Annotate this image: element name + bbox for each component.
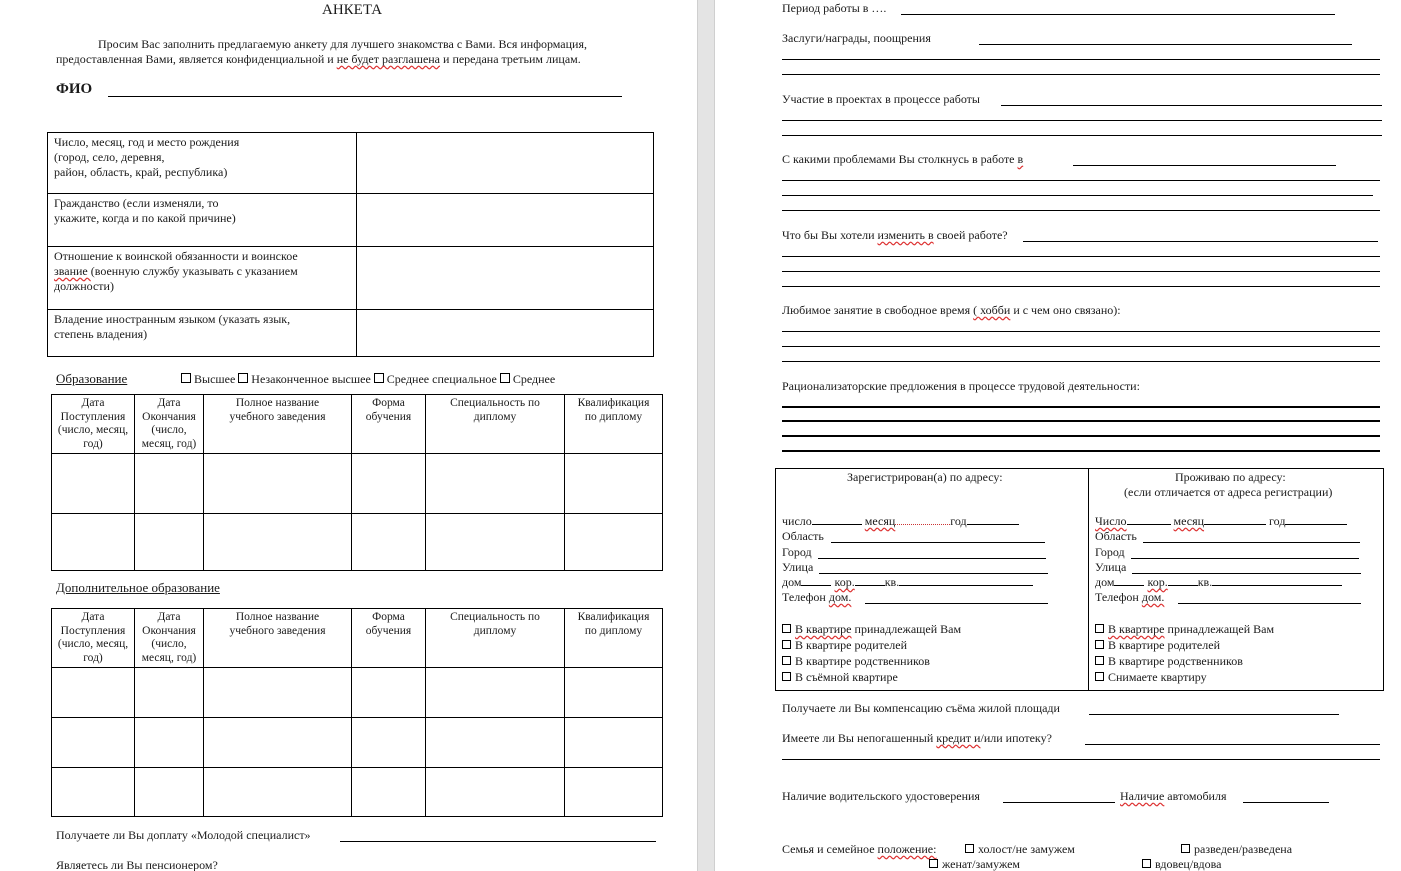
reg-street-input[interactable] xyxy=(819,573,1048,574)
option-incomplete-higher[interactable]: Незаконченное высшее xyxy=(238,372,370,386)
family-divorced[interactable]: разведен/разведена xyxy=(1181,842,1292,857)
table-row xyxy=(52,668,663,718)
checkbox-icon[interactable] xyxy=(782,624,791,633)
live-city-row: Город xyxy=(1095,545,1125,559)
pensioner-question: Являетесь ли Вы пенсионером? xyxy=(56,858,218,871)
col-end-date: Дата Окончания (число, месяц, год) xyxy=(135,609,204,668)
housing-options-right xyxy=(1095,621,1274,685)
checkbox-icon[interactable] xyxy=(181,373,191,383)
change-label: Что бы Вы хотели изменить в своей работе? xyxy=(782,228,1008,242)
problems-input[interactable] xyxy=(1073,165,1336,166)
family-widowed[interactable]: вдовец/вдова xyxy=(1142,857,1221,871)
education-label: Образование xyxy=(56,371,128,386)
fio-label: ФИО xyxy=(56,81,93,97)
awards-input[interactable] xyxy=(979,44,1352,45)
checkbox-icon[interactable] xyxy=(965,844,974,853)
form-title: АНКЕТА xyxy=(322,2,383,18)
col-end-date: Дата Окончания (число, месяц, год) xyxy=(135,395,204,454)
reg-city-input[interactable] xyxy=(818,558,1046,559)
credit-input[interactable] xyxy=(1085,744,1380,745)
table-row xyxy=(52,768,663,817)
housing-relatives[interactable]: В квартире родственников xyxy=(1095,653,1274,669)
citizenship-input[interactable] xyxy=(357,194,654,247)
language-label: Владение иностранным языком (указать язык, степень владения) xyxy=(48,310,357,357)
checkbox-icon[interactable] xyxy=(1095,656,1104,665)
col-start-date: Дата Поступления (число, месяц, год) xyxy=(52,395,135,454)
intro-text-line1: Просим Вас заполнить предлагаемую анкету для лучшего знакомства с Вами. Вся информация, xyxy=(98,37,587,51)
birth-input[interactable] xyxy=(357,133,654,194)
license-question: Наличие водительского удостоверения xyxy=(782,789,980,803)
projects-line-3[interactable] xyxy=(782,135,1382,136)
live-street-input[interactable] xyxy=(1132,573,1361,574)
fio-input-line[interactable] xyxy=(108,96,622,97)
awards-line-3[interactable] xyxy=(782,74,1380,75)
family-married[interactable]: женат/замужем xyxy=(929,857,1020,871)
awards-label: Заслуги/награды, поощрения xyxy=(782,31,931,45)
checkbox-icon[interactable] xyxy=(782,640,791,649)
housing-own[interactable]: В квартире принадлежащей Вам xyxy=(1095,621,1274,637)
live-phone-row: Телефон дом. xyxy=(1095,590,1165,604)
checkbox-icon[interactable] xyxy=(782,656,791,665)
birth-label: Число, месяц, год и место рождения (город, село, деревня, район, область, край, республика) xyxy=(48,133,357,194)
projects-line-2[interactable] xyxy=(782,120,1382,121)
reg-phone-input[interactable] xyxy=(865,603,1048,604)
live-street-row: Улица xyxy=(1095,560,1127,574)
reg-phone-row: Телефон дом. xyxy=(782,590,852,604)
military-input[interactable] xyxy=(357,247,654,310)
checkbox-icon[interactable] xyxy=(1142,859,1151,868)
problems-line-3[interactable] xyxy=(782,195,1373,196)
language-input[interactable] xyxy=(357,310,654,357)
credit-line-2[interactable] xyxy=(782,759,1380,760)
license-input[interactable] xyxy=(1003,802,1115,803)
housing-parents[interactable]: В квартире родителей xyxy=(782,637,961,653)
live-region-input[interactable] xyxy=(1143,542,1360,543)
option-higher[interactable]: Высшее xyxy=(181,372,235,386)
housing-options-left xyxy=(782,621,961,685)
intro-text-line2: предоставленная Вами, является конфиденциальной и не будет разглашена и передана третьим лицам. xyxy=(56,52,581,66)
problems-line-4[interactable] xyxy=(782,210,1380,211)
reg-date-row: число месяц год xyxy=(782,514,1019,529)
checkbox-icon[interactable] xyxy=(1181,844,1190,853)
young-specialist-input-line[interactable] xyxy=(340,841,656,842)
live-house-row: дом кор. кв. xyxy=(1095,575,1342,590)
table-row xyxy=(52,718,663,768)
col-qualification: Квалификация по диплому xyxy=(565,395,663,454)
checkbox-icon[interactable] xyxy=(374,373,384,383)
education-table xyxy=(51,394,663,571)
col-study-form: Форма обучения xyxy=(352,395,426,454)
checkbox-icon[interactable] xyxy=(1095,672,1104,681)
additional-education-label: Дополнительное образование xyxy=(56,580,220,595)
col-specialty: Специальность по диплому xyxy=(426,395,565,454)
additional-education-table xyxy=(51,608,663,817)
housing-own[interactable]: В квартире принадлежащей Вам xyxy=(782,621,961,637)
work-period-input[interactable] xyxy=(901,14,1335,15)
car-question: Наличие автомобиля xyxy=(1120,789,1227,803)
housing-parents[interactable]: В квартире родителей xyxy=(1095,637,1274,653)
rationalization-line-2[interactable] xyxy=(782,420,1380,422)
live-phone-input[interactable] xyxy=(1178,603,1361,604)
rationalization-line-4[interactable] xyxy=(782,450,1380,452)
checkbox-icon[interactable] xyxy=(1095,640,1104,649)
checkbox-icon[interactable] xyxy=(929,859,938,868)
personal-info-table xyxy=(47,132,654,357)
housing-rent[interactable]: Снимаете квартиру xyxy=(1095,669,1274,685)
housing-relatives[interactable]: В квартире родственников xyxy=(782,653,961,669)
page-right xyxy=(715,0,1401,871)
live-date-row: Число месяц год xyxy=(1095,514,1347,529)
hobby-line-3[interactable] xyxy=(782,361,1380,362)
problems-line-2[interactable] xyxy=(782,180,1380,181)
col-institution: Полное название учебного заведения xyxy=(204,395,352,454)
checkbox-icon[interactable] xyxy=(782,672,791,681)
table-row xyxy=(52,514,663,571)
live-region-row: Область xyxy=(1095,529,1137,543)
family-label: Семья и семейное положение: xyxy=(782,842,937,856)
living-address-title: Проживаю по адресу: xyxy=(1175,470,1286,484)
hobby-label: Любимое занятие в свободное время ( хобби и с чем оно связано): xyxy=(782,303,1121,317)
col-specialty: Специальность по диплому xyxy=(426,609,565,668)
table-row xyxy=(52,454,663,514)
col-study-form: Форма обучения xyxy=(352,609,426,668)
change-input[interactable] xyxy=(1023,241,1378,242)
compensation-input[interactable] xyxy=(1089,714,1339,715)
registered-address-title: Зарегистрирован(а) по адресу: xyxy=(847,470,1003,484)
col-institution: Полное название учебного заведения xyxy=(204,609,352,668)
checkbox-icon[interactable] xyxy=(238,373,248,383)
change-line-4[interactable] xyxy=(782,286,1380,287)
change-line-2[interactable] xyxy=(782,256,1380,257)
citizenship-label: Гражданство (если изменяли, то укажите, когда и по какой причине) xyxy=(48,194,357,247)
projects-label: Участие в проектах в процессе работы xyxy=(782,92,980,106)
car-input[interactable] xyxy=(1243,802,1329,803)
reg-city-row: Город xyxy=(782,545,812,559)
reg-region-input[interactable] xyxy=(831,542,1045,543)
projects-input[interactable] xyxy=(1001,105,1382,106)
problems-label: С какими проблемами Вы столкнусь в работе в xyxy=(782,152,1024,166)
rationalization-label: Рационализаторские предложения в процессе трудовой деятельности: xyxy=(782,379,1140,393)
live-city-input[interactable] xyxy=(1131,558,1359,559)
education-options xyxy=(181,372,555,387)
checkbox-icon[interactable] xyxy=(500,373,510,383)
col-qualification: Квалификация по диплому xyxy=(565,609,663,668)
living-address-subtitle: (если отличается от адреса регистрации) xyxy=(1124,485,1333,499)
awards-line-2[interactable] xyxy=(782,59,1380,60)
rationalization-line-1[interactable] xyxy=(782,406,1380,408)
reg-house-row: дом кор. кв. xyxy=(782,575,1033,590)
option-secondary[interactable]: Среднее xyxy=(500,372,555,386)
work-period-label: Период работы в …. xyxy=(782,1,887,15)
housing-rented[interactable]: В съёмной квартире xyxy=(782,669,961,685)
change-line-3[interactable] xyxy=(782,271,1380,272)
option-secondary-special[interactable]: Среднее специальное xyxy=(374,372,497,386)
rationalization-line-3[interactable] xyxy=(782,435,1380,437)
compensation-question: Получаете ли Вы компенсацию съёма жилой площади xyxy=(782,701,1060,715)
page-left xyxy=(0,0,697,871)
reg-street-row: Улица xyxy=(782,560,814,574)
hobby-line-2[interactable] xyxy=(782,346,1380,347)
reg-region-row: Область xyxy=(782,529,824,543)
hobby-line-1[interactable] xyxy=(782,331,1380,332)
family-single[interactable]: холост/не замужем xyxy=(965,842,1075,857)
address-divider xyxy=(1088,468,1089,691)
military-label: Отношение к воинской обязанности и воинское звание (военную службу указывать с указанием должности) xyxy=(48,247,357,310)
checkbox-icon[interactable] xyxy=(1095,624,1104,633)
col-start-date: Дата Поступления (число, месяц, год) xyxy=(52,609,135,668)
young-specialist-question: Получаете ли Вы доплату «Молодой специалист» xyxy=(56,828,311,842)
page-gap xyxy=(697,0,715,871)
credit-question: Имеете ли Вы непогашенный кредит и/или ипотеку? xyxy=(782,731,1052,745)
